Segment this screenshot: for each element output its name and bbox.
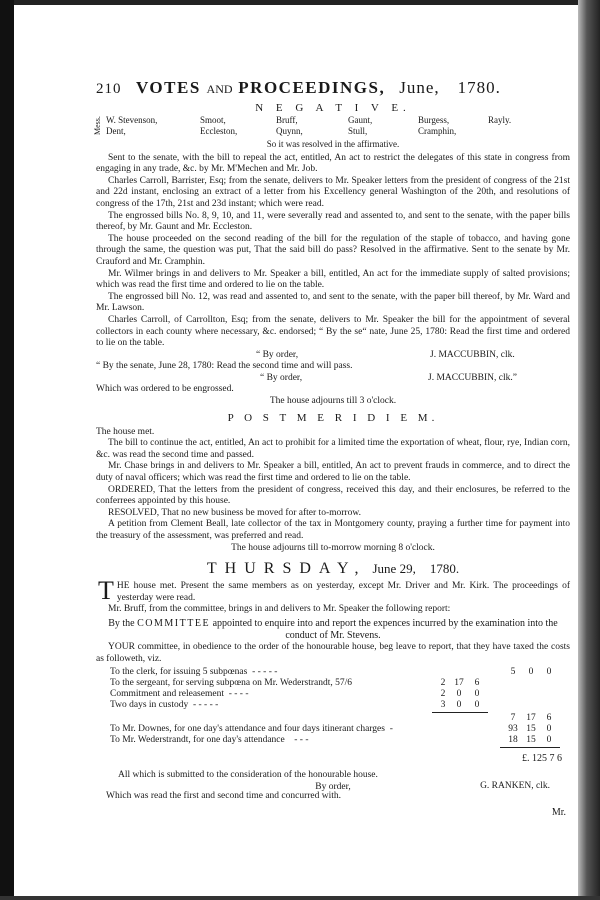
senate-endorsement: “ By the senate, June 28, 1780: Read the second time and will pass. <box>96 361 353 372</box>
amount-pence: 0 <box>546 667 552 678</box>
amount-pence: 0 <box>546 735 552 746</box>
amount-pence: 6 <box>474 678 480 689</box>
account-row <box>110 700 218 710</box>
amount-pounds: 2 <box>440 689 446 700</box>
document-page <box>93 78 570 818</box>
amount-pence: 0 <box>474 700 480 711</box>
engrossed-note: Which was ordered to be engrossed. <box>96 384 234 395</box>
paragraph: The bill to continue the act, entitled, An act to prohibit for a limited time the exportation of wheat, flour, rye, Indian corn, &c. was read the second time and passed. <box>96 438 570 460</box>
voter-name: Burgess, <box>418 115 450 125</box>
clerk-signature: J. MACCUBBIN, clk.” <box>428 372 517 383</box>
day-name: THURSDAY, <box>206 560 367 578</box>
scan-border-top <box>0 0 600 5</box>
amount-pounds: 5 <box>510 667 516 678</box>
account-dashes: - - - <box>294 735 309 746</box>
header-year: 1780. <box>457 78 501 97</box>
post-meridiem-heading: P O S T M E R I D I E M. <box>227 411 439 424</box>
paragraph: Charles Carroll, of Carrollton, Esq; from the senate, delivers to Mr. Speaker the bill for the appointment of several collectors in each county where necessary, &c. endorsed; “ By the se“ nate, June 25, 1780: Read the first time and ordered to lie on the table. <box>96 314 570 349</box>
title-and: AND <box>206 82 233 96</box>
voter-name: Dent, <box>106 126 126 136</box>
header-month: June, <box>399 78 440 97</box>
paragraph: RESOLVED, That no new business be moved for after to-morrow. <box>108 507 361 518</box>
account-table <box>96 667 570 751</box>
account-label: To Mr. Wederstrandt, for one day's attendance <box>110 735 285 746</box>
page-title <box>136 78 385 98</box>
amount-pounds: 93 <box>508 724 518 735</box>
clerk-signature: G. RANKEN, clk. <box>480 781 550 792</box>
voter-name: Cramphin, <box>418 126 457 136</box>
paragraph: Sent to the senate, with the bill to repeal the act, entitled, An act to restrict the delegates of this state in congress from engaging in any trade, &c. by Mr. M'Mechen and Mr. Job. <box>96 152 570 175</box>
day-year: 1780. <box>429 561 460 577</box>
amount-pounds: 3 <box>440 700 446 711</box>
paragraph <box>96 576 570 606</box>
account-dashes: - - - - - <box>252 667 278 678</box>
committee-heading <box>96 618 570 642</box>
paragraph: Charles Carroll, Barrister, Esq; from the senate, delivers to Mr. Speaker letters from the president of congress of the 21st and 22d instant, enclosing an extract of a letter from his Excellency general Washington of the 20th, and resolutions of congress of the 17th, 21st and 23d instant; which were read. <box>96 175 570 209</box>
paragraph: Mr. Chase brings in and delivers to Mr. Speaker a bill, entitled, An act to prevent frauds in commerce, and to direct the duty of naval officers; which was read the first time and ordered to lie on the table. <box>96 461 570 484</box>
account-row <box>110 689 249 699</box>
voters-row-1 <box>106 115 538 126</box>
committee-word: COMMITTEE <box>137 617 211 629</box>
paragraph-text: HE house met. Present the same members as on yesterday, except Mr. Driver and Mr. Kirk. The proceedings of yesterday were read. <box>116 581 570 603</box>
account-row <box>110 667 277 677</box>
concurrence-note: Which was read the first and second time and concurred with. <box>106 791 342 802</box>
amount-pounds: 18 <box>508 735 518 746</box>
negative-voters <box>93 115 570 139</box>
paragraph: A petition from Clement Beall, late collector of the tax in Montgomery county, praying a further time for payment into the treasury of the assessment, was preferred and read. <box>96 519 570 541</box>
amount-shillings: 0 <box>528 667 534 678</box>
voter-name: Gaunt, <box>348 115 373 125</box>
submission-note: All which is submitted to the consideration of the honourable house. <box>118 770 378 781</box>
account-dashes: - - - - <box>228 689 249 700</box>
subtotal-rule <box>432 712 488 713</box>
voter-name: Bruff, <box>276 115 298 125</box>
account-label: To the sergeant, for serving subpœna on Mr. Wederstrandt, 57/6 <box>110 678 353 689</box>
account-dashes: - <box>389 724 393 735</box>
amount-pounds: 7 <box>510 713 516 724</box>
running-header <box>96 78 570 100</box>
adjourn-note: The house adjourns till 3 o'clock. <box>269 396 397 407</box>
voter-name: Eccleston, <box>200 126 238 136</box>
day-date: June 29, <box>372 561 416 577</box>
mess-label: Mess. <box>93 116 102 135</box>
amount-shillings: 15 <box>526 724 536 735</box>
paragraph: The engrossed bill No. 12, was read and assented to, and sent to the senate, with the paper bill thereof, by Mr. Ward and Mr. Lawson. <box>96 291 570 314</box>
voter-name: Stull, <box>348 126 368 136</box>
afternoon-proceedings <box>96 427 570 543</box>
account-row <box>110 724 393 734</box>
catchword: Mr. <box>551 806 566 818</box>
vote-result: So it was resolved in the affirmative. <box>266 139 400 149</box>
amount-shillings: 17 <box>526 713 536 724</box>
amount-pounds: 2 <box>440 678 446 689</box>
paragraph: ORDERED, That the letters from the president of congress, received this day, and their enclosures, be referred to the conferrees appointed by this house. <box>96 484 570 507</box>
clerk-signature: J. MACCUBBIN, clk. <box>430 349 515 360</box>
committee-pre: By the <box>108 617 135 629</box>
account-row <box>110 735 309 745</box>
morning-proceedings <box>96 153 570 350</box>
amount-shillings: 0 <box>456 700 462 711</box>
title-votes: VOTES <box>136 78 201 97</box>
total-rule <box>500 747 560 748</box>
paragraph: The engrossed bills No. 8, 9, 10, and 11, were severally read and assented to, and sent to the senate, with the paper bills thereof, by Mr. Gaunt and Mr. Eccleston. <box>96 210 570 233</box>
by-order: “ By order, <box>256 349 299 360</box>
drop-cap: T <box>98 576 114 606</box>
scan-border-right <box>578 0 600 900</box>
account-dashes: - - - - - <box>192 700 219 711</box>
account-label: To the clerk, for issuing 5 subpœnas <box>110 667 248 678</box>
account-label: Two days in custody <box>110 700 189 711</box>
committee-report: YOUR committee, in obedience to the order of the honourable house, beg leave to report, that they have taxed the costs as followeth, viz. <box>96 641 570 664</box>
amount-pence: 0 <box>546 724 552 735</box>
voter-name: Quynn, <box>276 126 303 136</box>
paragraph: Mr. Wilmer brings in and delivers to Mr. Speaker a bill, entitled, An act for the immediate supply of salted provisions; which was read the first time and ordered to lie on the table. <box>96 268 570 291</box>
title-proceedings: PROCEEDINGS, <box>238 78 386 97</box>
page-number: 210 <box>96 81 122 97</box>
account-label: To Mr. Downes, for one day's attendance and four days itinerant charges <box>110 724 385 735</box>
endorsement-order-2 <box>96 373 570 385</box>
amount-shillings: 17 <box>454 678 464 689</box>
amount-shillings: 0 <box>456 689 462 700</box>
committee-post: appointed to enquire into and report the expences incurred by the examination into the conduct of Mr. Stevens. <box>212 617 558 641</box>
by-order: By order, <box>315 781 351 792</box>
account-label: Commitment and releasement <box>110 689 224 700</box>
scan-border-bottom <box>0 896 600 900</box>
by-order: “ By order, <box>260 372 303 383</box>
paragraph: The house met. <box>96 426 155 437</box>
amount-pence: 6 <box>546 713 552 724</box>
scan-border-left <box>0 0 14 900</box>
voter-name: Rayly. <box>488 115 512 125</box>
voter-name: Smoot, <box>200 115 226 125</box>
amount-pence: 0 <box>474 689 480 700</box>
account-total: £. 125 7 6 <box>522 753 562 765</box>
account-row <box>110 678 352 688</box>
amount-shillings: 15 <box>526 735 536 746</box>
adjourn-note: The house adjourns till to-morrow morning 8 o'clock. <box>231 542 435 553</box>
voter-name: W. Stevenson, <box>106 115 158 125</box>
negative-heading: N E G A T I V E. <box>255 102 411 114</box>
paragraph: The house proceeded on the second reading of the bill for the regulation of the staple of tobacco, and having gone through the same, the question was put, That the said bill do pass? Resolved in the affirmative. Sent to the senate by Mr. Crauford and Mr. Cramphin. <box>96 233 570 267</box>
paragraph: Mr. Bruff, from the committee, brings in and delivers to Mr. Speaker the following report: <box>108 604 451 615</box>
day-heading <box>96 560 570 578</box>
voters-row-2 <box>106 126 488 137</box>
endorsement-order-1 <box>96 350 570 362</box>
